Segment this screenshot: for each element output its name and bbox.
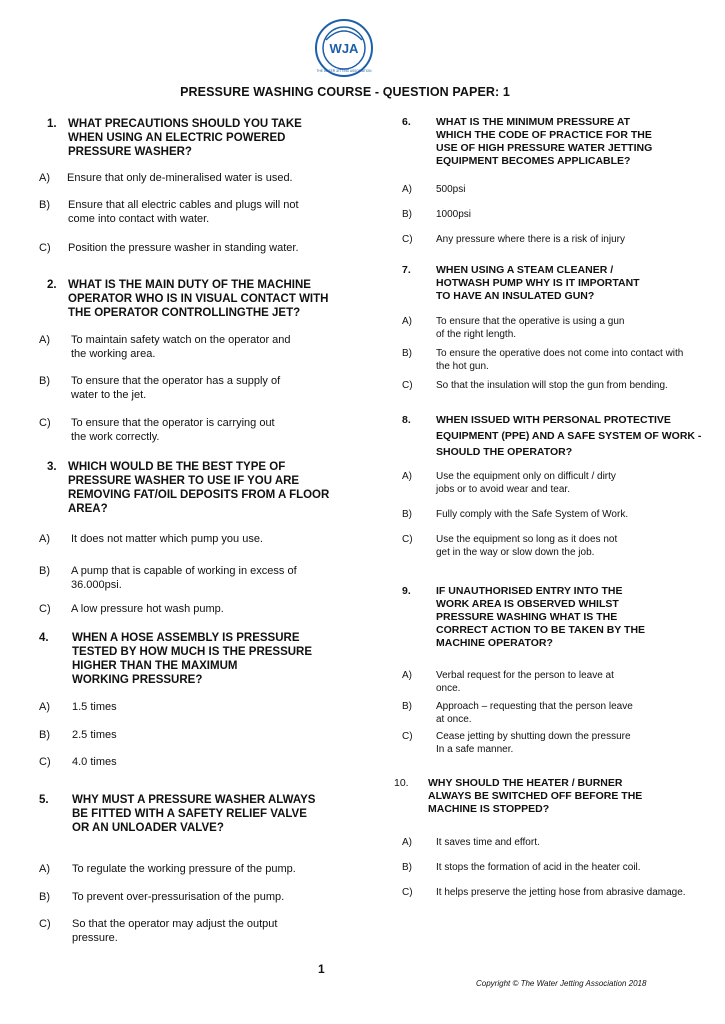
option-text: Ensure that only de-mineralised water is used. <box>67 172 293 184</box>
question-number: 9. <box>402 585 411 597</box>
option-label: B) <box>402 348 412 359</box>
option-label: B) <box>402 701 412 712</box>
option-text: Position the pressure washer in standing water. <box>68 242 299 254</box>
option-text: Use the equipment so long as it does not get in the way or slow down the job. <box>436 534 618 558</box>
question-number: 3. <box>47 461 57 473</box>
option-text: So that the insulation will stop the gun from bending. <box>436 380 668 391</box>
option-label: A) <box>402 471 412 482</box>
option-label: A) <box>39 533 50 545</box>
option-label: A) <box>402 316 412 327</box>
question-text: WHEN A HOSE ASSEMBLY IS PRESSURE TESTED BY HOW MUCH IS THE PRESSURE HIGHER THAN THE MAXIMUM WORKING PRESSURE? <box>72 632 313 686</box>
option-label: B) <box>39 375 50 387</box>
question-text: WHEN USING A STEAM CLEANER / HOTWASH PUMP WHY IS IT IMPORTANT TO HAVE AN INSULATED GUN? <box>436 264 640 302</box>
question-number: 6. <box>402 116 411 128</box>
option-text: To ensure that the operator is carrying out the work correctly. <box>71 417 275 443</box>
option-text: 500psi <box>436 184 466 195</box>
option-text: Fully comply with the Safe System of Work. <box>436 509 629 520</box>
option-text: Verbal request for the person to leave at once. <box>436 670 614 694</box>
option-label: C) <box>39 603 51 615</box>
question-text: WHAT IS THE MAIN DUTY OF THE MACHINE OPERATOR WHO IS IN VISUAL CONTACT WITH THE OPERATOR CONTROLLINGTHE JET? <box>68 279 329 319</box>
option-label: A) <box>402 184 412 195</box>
question-text: WHAT IS THE MINIMUM PRESSURE AT WHICH THE CODE OF PRACTICE FOR THE USE OF HIGH PRESSURE WATER JETTING EQUIPMENT BECOMES APPLICABLE? <box>436 116 653 167</box>
question-text: WHY SHOULD THE HEATER / BURNER ALWAYS BE SWITCHED OFF BEFORE THE MACHINE IS STOPPED? <box>428 777 643 815</box>
option-label: A) <box>402 837 412 848</box>
option-label: A) <box>39 172 50 184</box>
option-label: A) <box>39 334 50 346</box>
option-label: C) <box>39 756 51 768</box>
option-text: It does not matter which pump you use. <box>71 533 263 545</box>
option-label: B) <box>39 729 50 741</box>
question-number: 10. <box>394 777 409 789</box>
question-text: WHICH WOULD BE THE BEST TYPE OF PRESSURE WASHER TO USE IF YOU ARE REMOVING FAT/OIL DEPOSITS FROM A FLOOR AREA? <box>68 461 330 515</box>
option-label: C) <box>402 534 413 545</box>
option-text: Use the equipment only on difficult / dirty jobs or to avoid wear and tear. <box>436 471 616 495</box>
option-text: To ensure the operative does not come into contact with the hot gun. <box>436 348 684 372</box>
option-text: To ensure that the operator has a supply of water to the jet. <box>71 375 281 401</box>
option-label: C) <box>402 731 413 742</box>
option-text: It saves time and effort. <box>436 837 540 848</box>
logo-ring-text: THE WATER JETTING ASSOCIATION <box>316 69 372 73</box>
option-text: To maintain safety watch on the operator and the working area. <box>71 334 291 360</box>
option-text: A pump that is capable of working in excess of 36.000psi. <box>71 565 297 591</box>
question-number: 1. <box>47 118 57 130</box>
page-title: PRESSURE WASHING COURSE - QUESTION PAPER: 1 <box>180 85 510 99</box>
question-number: 4. <box>39 632 49 644</box>
page-number: 1 <box>318 962 325 976</box>
option-text: 1.5 times <box>72 701 117 713</box>
option-label: B) <box>39 891 50 903</box>
option-label: A) <box>402 670 412 681</box>
option-text: A low pressure hot wash pump. <box>71 603 224 615</box>
question-text: WHY MUST A PRESSURE WASHER ALWAYS BE FITTED WITH A SAFETY RELIEF VALVE OR AN UNLOADER VALVE? <box>72 794 316 834</box>
question-text: WHAT PRECAUTIONS SHOULD YOU TAKE WHEN USING AN ELECTRIC POWERED PRESSURE WASHER? <box>68 118 302 158</box>
question-number: 5. <box>39 794 49 806</box>
option-text: 2.5 times <box>72 729 117 741</box>
option-label: B) <box>402 509 412 520</box>
question-text: IF UNAUTHORISED ENTRY INTO THE WORK AREA IS OBSERVED WHILST PRESSURE WASHING WHAT IS THE CORRECT ACTION TO BE TAKEN BY THE MACHINE OPERATOR? <box>436 585 646 649</box>
question-number: 2. <box>47 279 57 291</box>
option-label: C) <box>402 380 413 391</box>
option-label: A) <box>39 863 50 875</box>
copyright-notice: Copyright © The Water Jetting Association 2018 <box>476 979 647 988</box>
option-label: C) <box>39 417 51 429</box>
option-text: Approach – requesting that the person leave at once. <box>436 701 633 725</box>
option-text: It helps preserve the jetting hose from abrasive damage. <box>436 887 686 898</box>
option-label: B) <box>402 209 412 220</box>
option-text: To ensure that the operative is using a gun of the right length. <box>436 316 625 340</box>
option-label: C) <box>39 242 51 254</box>
option-label: C) <box>402 234 413 245</box>
question-text: WHEN ISSUED WITH PERSONAL PROTECTIVE EQUIPMENT (PPE) AND A SAFE SYSTEM OF WORK - SHOULD THE OPERATOR? <box>436 414 702 458</box>
option-text: It stops the formation of acid in the heater coil. <box>436 862 641 873</box>
option-text: Cease jetting by shutting down the pressure In a safe manner. <box>436 731 631 755</box>
option-label: A) <box>39 701 50 713</box>
question-number: 8. <box>402 414 411 426</box>
option-text: Ensure that all electric cables and plugs will not come into contact with water. <box>68 199 299 225</box>
option-text: To prevent over-pressurisation of the pump. <box>72 891 285 903</box>
option-label: B) <box>39 199 50 211</box>
option-label: C) <box>402 887 413 898</box>
question-number: 7. <box>402 264 411 276</box>
wja-logo <box>314 18 374 78</box>
option-text: So that the operator may adjust the output pressure. <box>72 918 278 944</box>
option-text: 1000psi <box>436 209 472 220</box>
option-text: 4.0 times <box>72 756 117 768</box>
logo-text: WJA <box>329 41 359 56</box>
option-label: C) <box>39 918 51 930</box>
option-label: B) <box>39 565 50 577</box>
option-text: To regulate the working pressure of the pump. <box>72 863 296 875</box>
option-label: B) <box>402 862 412 873</box>
option-text: Any pressure where there is a risk of injury <box>436 234 625 245</box>
